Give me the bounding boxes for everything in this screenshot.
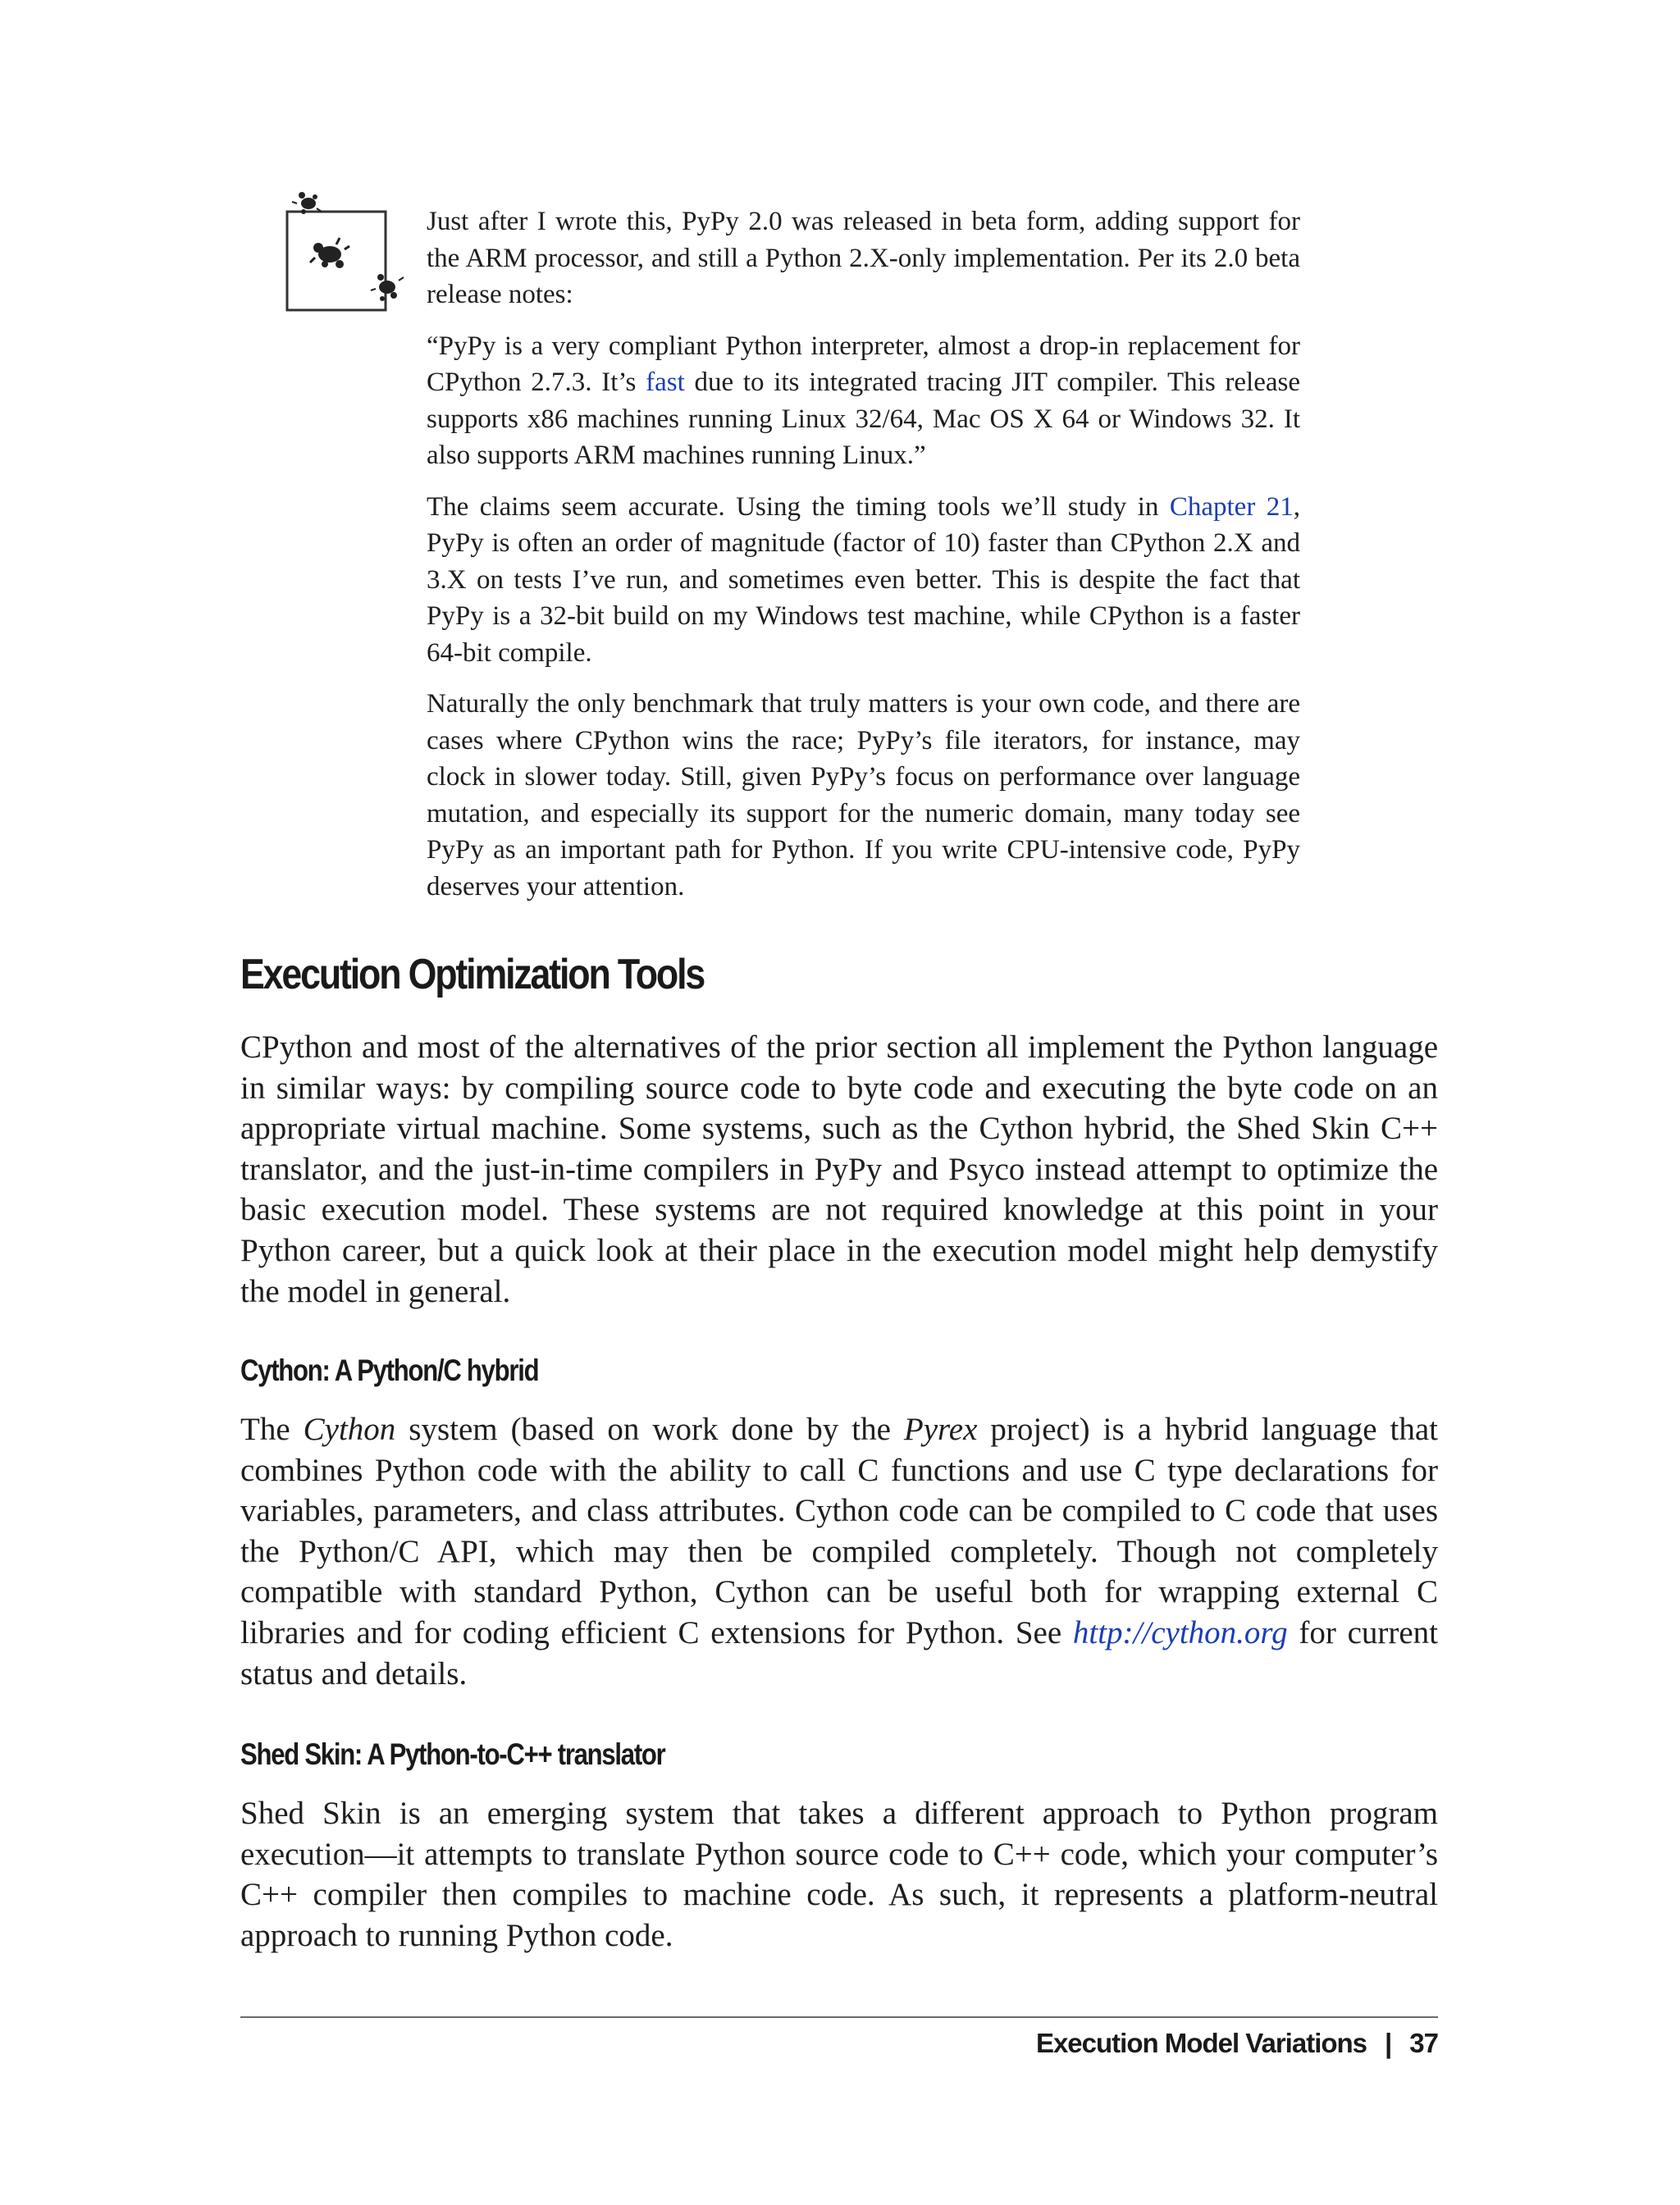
pyrex-emphasis: Pyrex xyxy=(903,1412,978,1447)
note-p3-text-1: The claims seem accurate. Using the timing tools we’ll study in xyxy=(427,491,1170,522)
note-p2-text-1: “PyPy is a very compliant Python interpreter, almost a drop-in replacement for CPython 2.7.3. It’s xyxy=(427,331,1300,397)
note-paragraph-2 xyxy=(427,328,1300,474)
cython-text-3: project) is a hybrid language that combines Python code with the ability to call C functions and use C type declarations for variables, parameters, and class attributes. Cython code can be compiled to C code that uses the Python/C API, which may then be compiled completely. Though not completely compatible with standard Python, Cython can be useful both for wrapping external C libraries and for coding efficient C extensions for Python. See xyxy=(240,1412,1438,1650)
section-paragraph: CPython and most of the alternatives of the prior section all implement the Python language in similar ways: by compiling source code to byte code and executing the byte code on an appropriate virtual machine. Some systems, such as the Cython hybrid, the Shed Skin C++ translator, and the just-in-time compilers in PyPy and Psyco instead attempt to optimize the basic execution model. These systems are not required knowledge at this point in your Python career, but a quick look at their place in the execution model might help demystify the model in general. xyxy=(240,1029,1438,1309)
cython-emphasis: Cython xyxy=(303,1412,396,1447)
footer-separator: | xyxy=(1385,2028,1392,2058)
section-heading: Execution Optimization Tools xyxy=(240,951,705,998)
cython-text-1: The xyxy=(240,1412,304,1447)
shedskin-heading: Shed Skin: A Python-to-C++ translator xyxy=(240,1737,665,1771)
note-paragraph-3 xyxy=(427,489,1300,672)
cython-org-link[interactable]: http://cython.org xyxy=(1072,1614,1288,1650)
footer-divider xyxy=(240,2016,1438,2018)
note-paragraph-1: Just after I wrote this, PyPy 2.0 was released in beta form, adding support for the ARM processor, and still a Python 2.X-only implementation. Per its 2.0 beta release notes: xyxy=(427,207,1300,309)
note-paragraph-4: Naturally the only benchmark that truly matters is your own code, and there are cases where CPython wins the race; PyPy’s file iterators, for instance, may clock in slower today. Still, given PyPy’s focus on performance over language mutation, and especially its support for the numeric domain, many today see PyPy as an important path for Python. If you write CPU-intensive code, PyPy deserves your attention. xyxy=(427,689,1300,902)
page-number: 37 xyxy=(1409,2028,1438,2058)
note-p2-text-2: due to its integrated tracing JIT compiler. This release supports x86 machines running Linux 32/64, Mac OS X 64 or Windows 32. It also supports ARM machines running Linux.” xyxy=(427,368,1300,470)
tip-bug-icon xyxy=(279,179,418,318)
page-footer xyxy=(1036,2028,1438,2059)
note-block xyxy=(427,203,1300,920)
shedskin-paragraph: Shed Skin is an emerging system that takes a different approach to Python program execution—it attempts to translate Python source code to C++ code, which your computer’s C++ compiler then compiles to machine code. As such, it represents a platform-neutral approach to running Python code. xyxy=(240,1796,1438,1953)
fast-link[interactable]: fast xyxy=(646,368,685,397)
footer-chapter-title: Execution Model Variations xyxy=(1035,2028,1367,2058)
cython-heading: Cython: A Python/C hybrid xyxy=(240,1354,539,1387)
cython-text-4: for current status and details. xyxy=(240,1614,1438,1691)
chapter-21-link[interactable]: Chapter 21 xyxy=(1169,491,1294,522)
cython-paragraph xyxy=(240,1409,1438,1694)
note-p3-text-2: , PyPy is often an order of magnitude (factor of 10) faster than CPython 2.X and 3.X on tests I’ve run, and sometimes even better. This is despite the fact that PyPy is a 32-bit build on my Windows test machine, while CPython is a faster 64-bit compile. xyxy=(427,491,1301,668)
cython-text-2: system (based on work done by the xyxy=(395,1412,904,1447)
